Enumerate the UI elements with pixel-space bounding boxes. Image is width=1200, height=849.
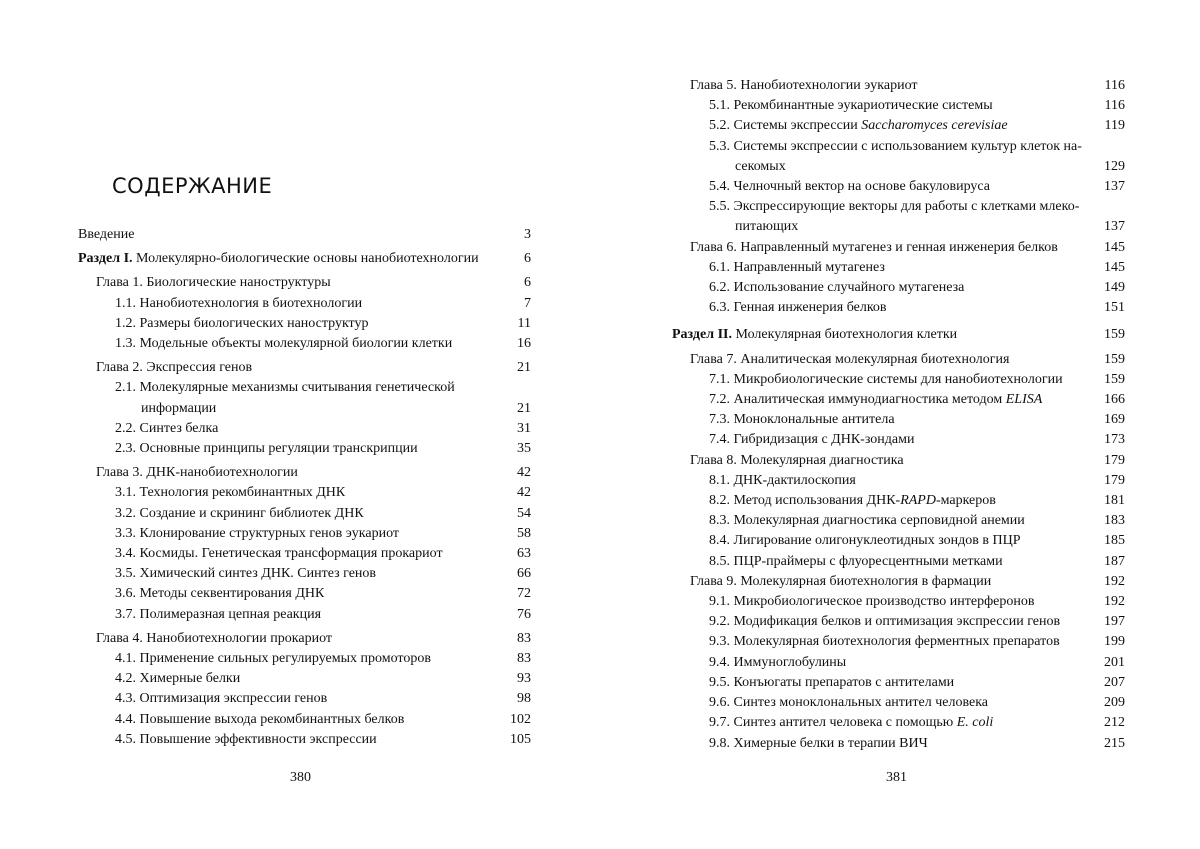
toc-entry-page: 183 <box>1104 513 1125 529</box>
page-number: 381 <box>886 770 907 785</box>
toc-right <box>672 76 1125 754</box>
toc-entry-page: 151 <box>1104 300 1125 316</box>
toc-entry-title: 7.1. Микробиологические системы для нанобиотехнологии <box>709 371 1063 387</box>
contents-heading: СОДЕРЖАНИЕ <box>112 174 273 198</box>
toc-entry-title: 8.3. Молекулярная диагностика серповидной анемии <box>709 513 1025 529</box>
toc-entry[interactable] <box>78 584 531 604</box>
toc-entry-title: Глава 4. Нанобиотехнологии прокариот <box>96 630 333 646</box>
toc-entry-title: 5.4. Челночный вектор на основе бакуловируса <box>709 179 990 195</box>
toc-entry-page: 116 <box>1104 78 1125 93</box>
toc-entry-page: 192 <box>1104 573 1125 589</box>
toc-entry[interactable] <box>78 524 531 544</box>
toc-entry-title: 6.2. Использование случайного мутагенеза <box>709 280 965 296</box>
toc-entry-page: 11 <box>517 315 531 331</box>
toc-entry-title: 9.1. Микробиологическое производство интерферонов <box>709 594 1035 610</box>
toc-entry-chapter[interactable] <box>672 350 1125 370</box>
toc-entry-title: 6.3. Генная инженерия белков <box>709 300 887 316</box>
toc-entry-page: 159 <box>1104 327 1125 343</box>
toc-entry-title: 9.2. Модификация белков и оптимизация экспрессии генов <box>709 614 1061 630</box>
toc-entry-page: 21 <box>517 360 531 376</box>
toc-entry-title: 3.5. Химический синтез ДНК. Синтез генов <box>115 566 377 582</box>
toc-entry-page: 159 <box>1104 371 1125 387</box>
toc-entry-page: 102 <box>510 711 531 727</box>
toc-entry-title: 4.2. Химерные белки <box>115 671 241 687</box>
toc-entry[interactable] <box>78 649 531 669</box>
page-number: 380 <box>290 770 311 785</box>
toc-entry-page: 137 <box>1104 179 1125 195</box>
toc-entry-chapter[interactable] <box>78 273 531 293</box>
toc-entry-page: 129 <box>1104 158 1125 174</box>
toc-entry[interactable] <box>78 730 531 750</box>
toc-entry[interactable] <box>672 430 1125 450</box>
toc-entry-page: 76 <box>517 606 531 622</box>
toc-entry-page: 93 <box>517 671 531 687</box>
toc-entry-page: 42 <box>517 465 531 481</box>
toc-entry-title: Молекулярная биотехнология клетки <box>731 327 958 343</box>
toc-entry-page: 199 <box>1104 634 1125 650</box>
toc-entry-page: 42 <box>517 485 531 501</box>
toc-entry-title: Глава 3. ДНК-нанобиотехнологии <box>96 465 298 481</box>
toc-entry-page: 7 <box>524 295 531 311</box>
toc-entry-title: Глава 5. Нанобиотехнологии эукариот <box>690 78 918 93</box>
toc-entry-title: 9.5. Конъюгаты препаратов с антителами <box>709 674 955 690</box>
toc-entry-page: 145 <box>1104 239 1125 255</box>
toc-entry[interactable] <box>672 612 1125 632</box>
toc-entry[interactable] <box>672 693 1125 713</box>
toc-entry[interactable] <box>78 419 531 439</box>
toc-entry-page: 181 <box>1104 493 1125 509</box>
toc-entry-chapter[interactable] <box>672 238 1125 258</box>
toc-entry-page: 119 <box>1104 118 1125 134</box>
toc-entry-title: 3.4. Космиды. Генетическая трансформация прокариот <box>115 546 443 562</box>
toc-entry-italic: ELISA <box>1005 392 1043 408</box>
toc-entry-page: 137 <box>1104 219 1125 235</box>
toc-entry-title: 1.1. Нанобиотехнология в биотехнологии <box>115 295 363 311</box>
toc-entry-page: 185 <box>1104 533 1125 549</box>
toc-entry-page: 83 <box>517 630 531 646</box>
toc-entry-title: 3.3. Клонирование структурных генов эукариот <box>115 525 400 541</box>
toc-entry-chapter[interactable] <box>78 463 531 483</box>
toc-entry-title: 9.6. Синтез моноклональных антител человека <box>709 695 989 711</box>
toc-entry-page: 145 <box>1104 259 1125 275</box>
toc-entry-page: 35 <box>517 441 531 457</box>
toc-entry[interactable] <box>672 278 1125 298</box>
toc-entry-page: 3 <box>524 227 531 242</box>
toc-entry[interactable] <box>672 197 1125 237</box>
toc-entry[interactable] <box>672 96 1125 116</box>
toc-entry-page: 16 <box>517 336 531 352</box>
toc-entry-title: 3.1. Технология рекомбинантных ДНК <box>115 485 346 501</box>
toc-entry[interactable] <box>78 314 531 334</box>
toc-entry-page: 215 <box>1104 735 1125 751</box>
toc-entry-title: 9.4. Иммуноглобулины <box>709 654 847 670</box>
section-label: Раздел I. <box>78 251 133 267</box>
toc-entry-page: 63 <box>517 546 531 562</box>
toc-entry[interactable] <box>672 552 1125 572</box>
toc-entry-title: 1.2. Размеры биологических наноструктур <box>115 315 369 331</box>
toc-entry[interactable] <box>78 689 531 709</box>
toc-entry-page: 149 <box>1104 280 1125 296</box>
toc-entry-chapter[interactable] <box>672 572 1125 592</box>
toc-entry-page: 173 <box>1104 432 1125 448</box>
toc-entry-page: 6 <box>524 251 531 267</box>
toc-entry[interactable] <box>672 390 1125 410</box>
toc-entry-title-continued: питающих <box>735 219 799 235</box>
toc-entry[interactable] <box>78 605 531 625</box>
toc-entry[interactable] <box>78 544 531 564</box>
toc-entry[interactable] <box>672 511 1125 531</box>
toc-entry-italic: E. coli <box>956 715 994 731</box>
toc-entry[interactable] <box>78 378 531 418</box>
toc-entry[interactable] <box>78 483 531 503</box>
toc-entry[interactable] <box>78 294 531 314</box>
toc-entry[interactable] <box>672 531 1125 551</box>
section-label: Раздел II. <box>672 327 732 343</box>
toc-entry-title: 8.4. Лигирование олигонуклеотидных зондов в ПЦР <box>709 533 1021 549</box>
toc-entry-page: 207 <box>1104 674 1125 690</box>
toc-entry-title: 9.7. Синтез антител человека с помощью <box>709 715 957 731</box>
right-page <box>600 0 1200 849</box>
toc-entry-title: 4.5. Повышение эффективности экспрессии <box>115 731 377 747</box>
toc-entry-title: Глава 2. Экспрессия генов <box>96 360 253 376</box>
toc-entry-page: 201 <box>1104 654 1125 670</box>
toc-entry-title: Молекулярно-биологические основы нанобиотехнологии <box>132 251 479 267</box>
toc-entry-page: 209 <box>1104 695 1125 711</box>
toc-entry-title: 5.5. Экспрессирующие векторы для работы с клетками млеко- <box>709 199 1080 215</box>
toc-entry[interactable] <box>672 298 1125 318</box>
toc-entry[interactable] <box>672 116 1125 136</box>
toc-entry-chapter[interactable] <box>672 76 1125 96</box>
toc-entry-title: 2.3. Основные принципы регуляции транскрипции <box>115 441 418 457</box>
toc-entry-title: 5.1. Рекомбинантные эукариотические системы <box>709 98 993 114</box>
toc-entry-page: 66 <box>517 566 531 582</box>
toc-entry-title: 5.2. Системы экспрессии <box>709 118 862 134</box>
toc-entry[interactable] <box>78 710 531 730</box>
toc-entry[interactable] <box>78 669 531 689</box>
toc-entry-title: 6.1. Направленный мутагенез <box>709 259 885 275</box>
toc-entry[interactable] <box>672 258 1125 278</box>
toc-entry-title: 3.6. Методы секвентирования ДНК <box>115 586 325 602</box>
toc-entry-page: 54 <box>517 505 531 521</box>
toc-entry-title-suffix: -маркеров <box>935 493 996 509</box>
toc-left <box>78 225 531 750</box>
toc-entry[interactable] <box>672 632 1125 652</box>
toc-entry-page: 31 <box>517 420 531 436</box>
toc-entry[interactable] <box>672 370 1125 390</box>
toc-entry-title: 8.2. Метод использования ДНК- <box>709 493 901 509</box>
toc-entry-page: 21 <box>517 400 531 416</box>
toc-entry-title: 1.3. Модельные объекты молекулярной биологии клетки <box>115 336 453 352</box>
toc-entry-section[interactable] <box>78 249 531 269</box>
toc-entry-title: 7.4. Гибридизация с ДНК-зондами <box>709 432 915 448</box>
toc-entry-chapter[interactable] <box>672 451 1125 471</box>
toc-entry[interactable] <box>672 410 1125 430</box>
toc-entry-chapter[interactable] <box>78 629 531 649</box>
toc-entry-title: 2.1. Молекулярные механизмы считывания генетической <box>115 380 455 396</box>
toc-entry-chapter[interactable] <box>78 358 531 378</box>
toc-entry-title: Глава 7. Аналитическая молекулярная биотехнология <box>690 351 1010 367</box>
toc-entry-page: 179 <box>1104 452 1125 468</box>
toc-entry-title: Введение <box>78 227 135 242</box>
toc-entry-title: 3.2. Создание и скрининг библиотек ДНК <box>115 505 364 521</box>
toc-entry-italic: RAPD <box>900 493 936 509</box>
toc-entry-page: 192 <box>1104 594 1125 610</box>
toc-entry[interactable] <box>78 334 531 354</box>
toc-entry[interactable] <box>672 137 1125 177</box>
toc-entry[interactable] <box>672 471 1125 491</box>
toc-entry-page: 179 <box>1104 472 1125 488</box>
toc-entry-title: 3.7. Полимеразная цепная реакция <box>115 606 322 622</box>
toc-entry-title: Глава 1. Биологические наноструктуры <box>96 275 331 291</box>
toc-entry-page: 159 <box>1104 351 1125 367</box>
toc-entry[interactable] <box>78 564 531 584</box>
toc-entry-page: 6 <box>524 275 531 291</box>
toc-entry[interactable] <box>672 713 1125 733</box>
toc-entry-page: 98 <box>517 691 531 707</box>
toc-entry-title: Глава 6. Направленный мутагенез и генная инженерия белков <box>690 239 1058 255</box>
toc-entry[interactable] <box>78 439 531 459</box>
toc-entry-page: 72 <box>517 586 531 602</box>
toc-entry-title: 8.5. ПЦР-праймеры с флуоресцентными метками <box>709 553 1003 569</box>
toc-entry[interactable] <box>78 504 531 524</box>
toc-entry-title: 4.1. Применение сильных регулируемых промоторов <box>115 651 431 667</box>
toc-entry-title: 7.3. Моноклональные антитела <box>709 412 895 428</box>
toc-entry-section[interactable] <box>672 325 1125 345</box>
toc-entry-page: 58 <box>517 525 531 541</box>
toc-entry-title: Глава 9. Молекулярная биотехнология в фармации <box>690 573 992 589</box>
toc-entry-title: 4.3. Оптимизация экспрессии генов <box>115 691 328 707</box>
toc-entry-page: 212 <box>1104 715 1125 731</box>
toc-entry-title: 2.2. Синтез белка <box>115 420 219 436</box>
toc-entry-title: 7.2. Аналитическая иммунодиагностика методом <box>709 392 1006 408</box>
toc-entry-title-continued: секомых <box>735 158 786 174</box>
toc-entry-page: 105 <box>510 731 531 747</box>
toc-entry-title: 8.1. ДНК-дактилоскопия <box>709 472 856 488</box>
toc-entry-page: 116 <box>1104 98 1125 114</box>
toc-entry[interactable] <box>672 592 1125 612</box>
toc-entry-page: 83 <box>517 651 531 667</box>
toc-entry-title-continued: информации <box>141 400 217 416</box>
toc-entry-page: 197 <box>1104 614 1125 630</box>
toc-entry[interactable] <box>672 491 1125 511</box>
toc-entry[interactable] <box>672 673 1125 693</box>
toc-entry-italic: Saccharomyces cerevisiae <box>861 118 1008 134</box>
toc-entry-title: Глава 8. Молекулярная диагностика <box>690 452 904 468</box>
toc-entry[interactable] <box>78 225 531 245</box>
toc-entry[interactable] <box>672 177 1125 197</box>
toc-entry[interactable] <box>672 653 1125 673</box>
toc-entry-title: 5.3. Системы экспрессии с использованием культур клеток на- <box>709 138 1082 154</box>
toc-entry-page: 169 <box>1104 412 1125 428</box>
toc-entry-page: 187 <box>1104 553 1125 569</box>
toc-entry-title: 9.8. Химерные белки в терапии ВИЧ <box>709 735 928 751</box>
toc-entry-title: 4.4. Повышение выхода рекомбинантных белков <box>115 711 405 727</box>
toc-entry[interactable] <box>672 734 1125 754</box>
toc-entry-page: 166 <box>1104 392 1125 408</box>
toc-entry-title: 9.3. Молекулярная биотехнология ферментных препаратов <box>709 634 1060 650</box>
